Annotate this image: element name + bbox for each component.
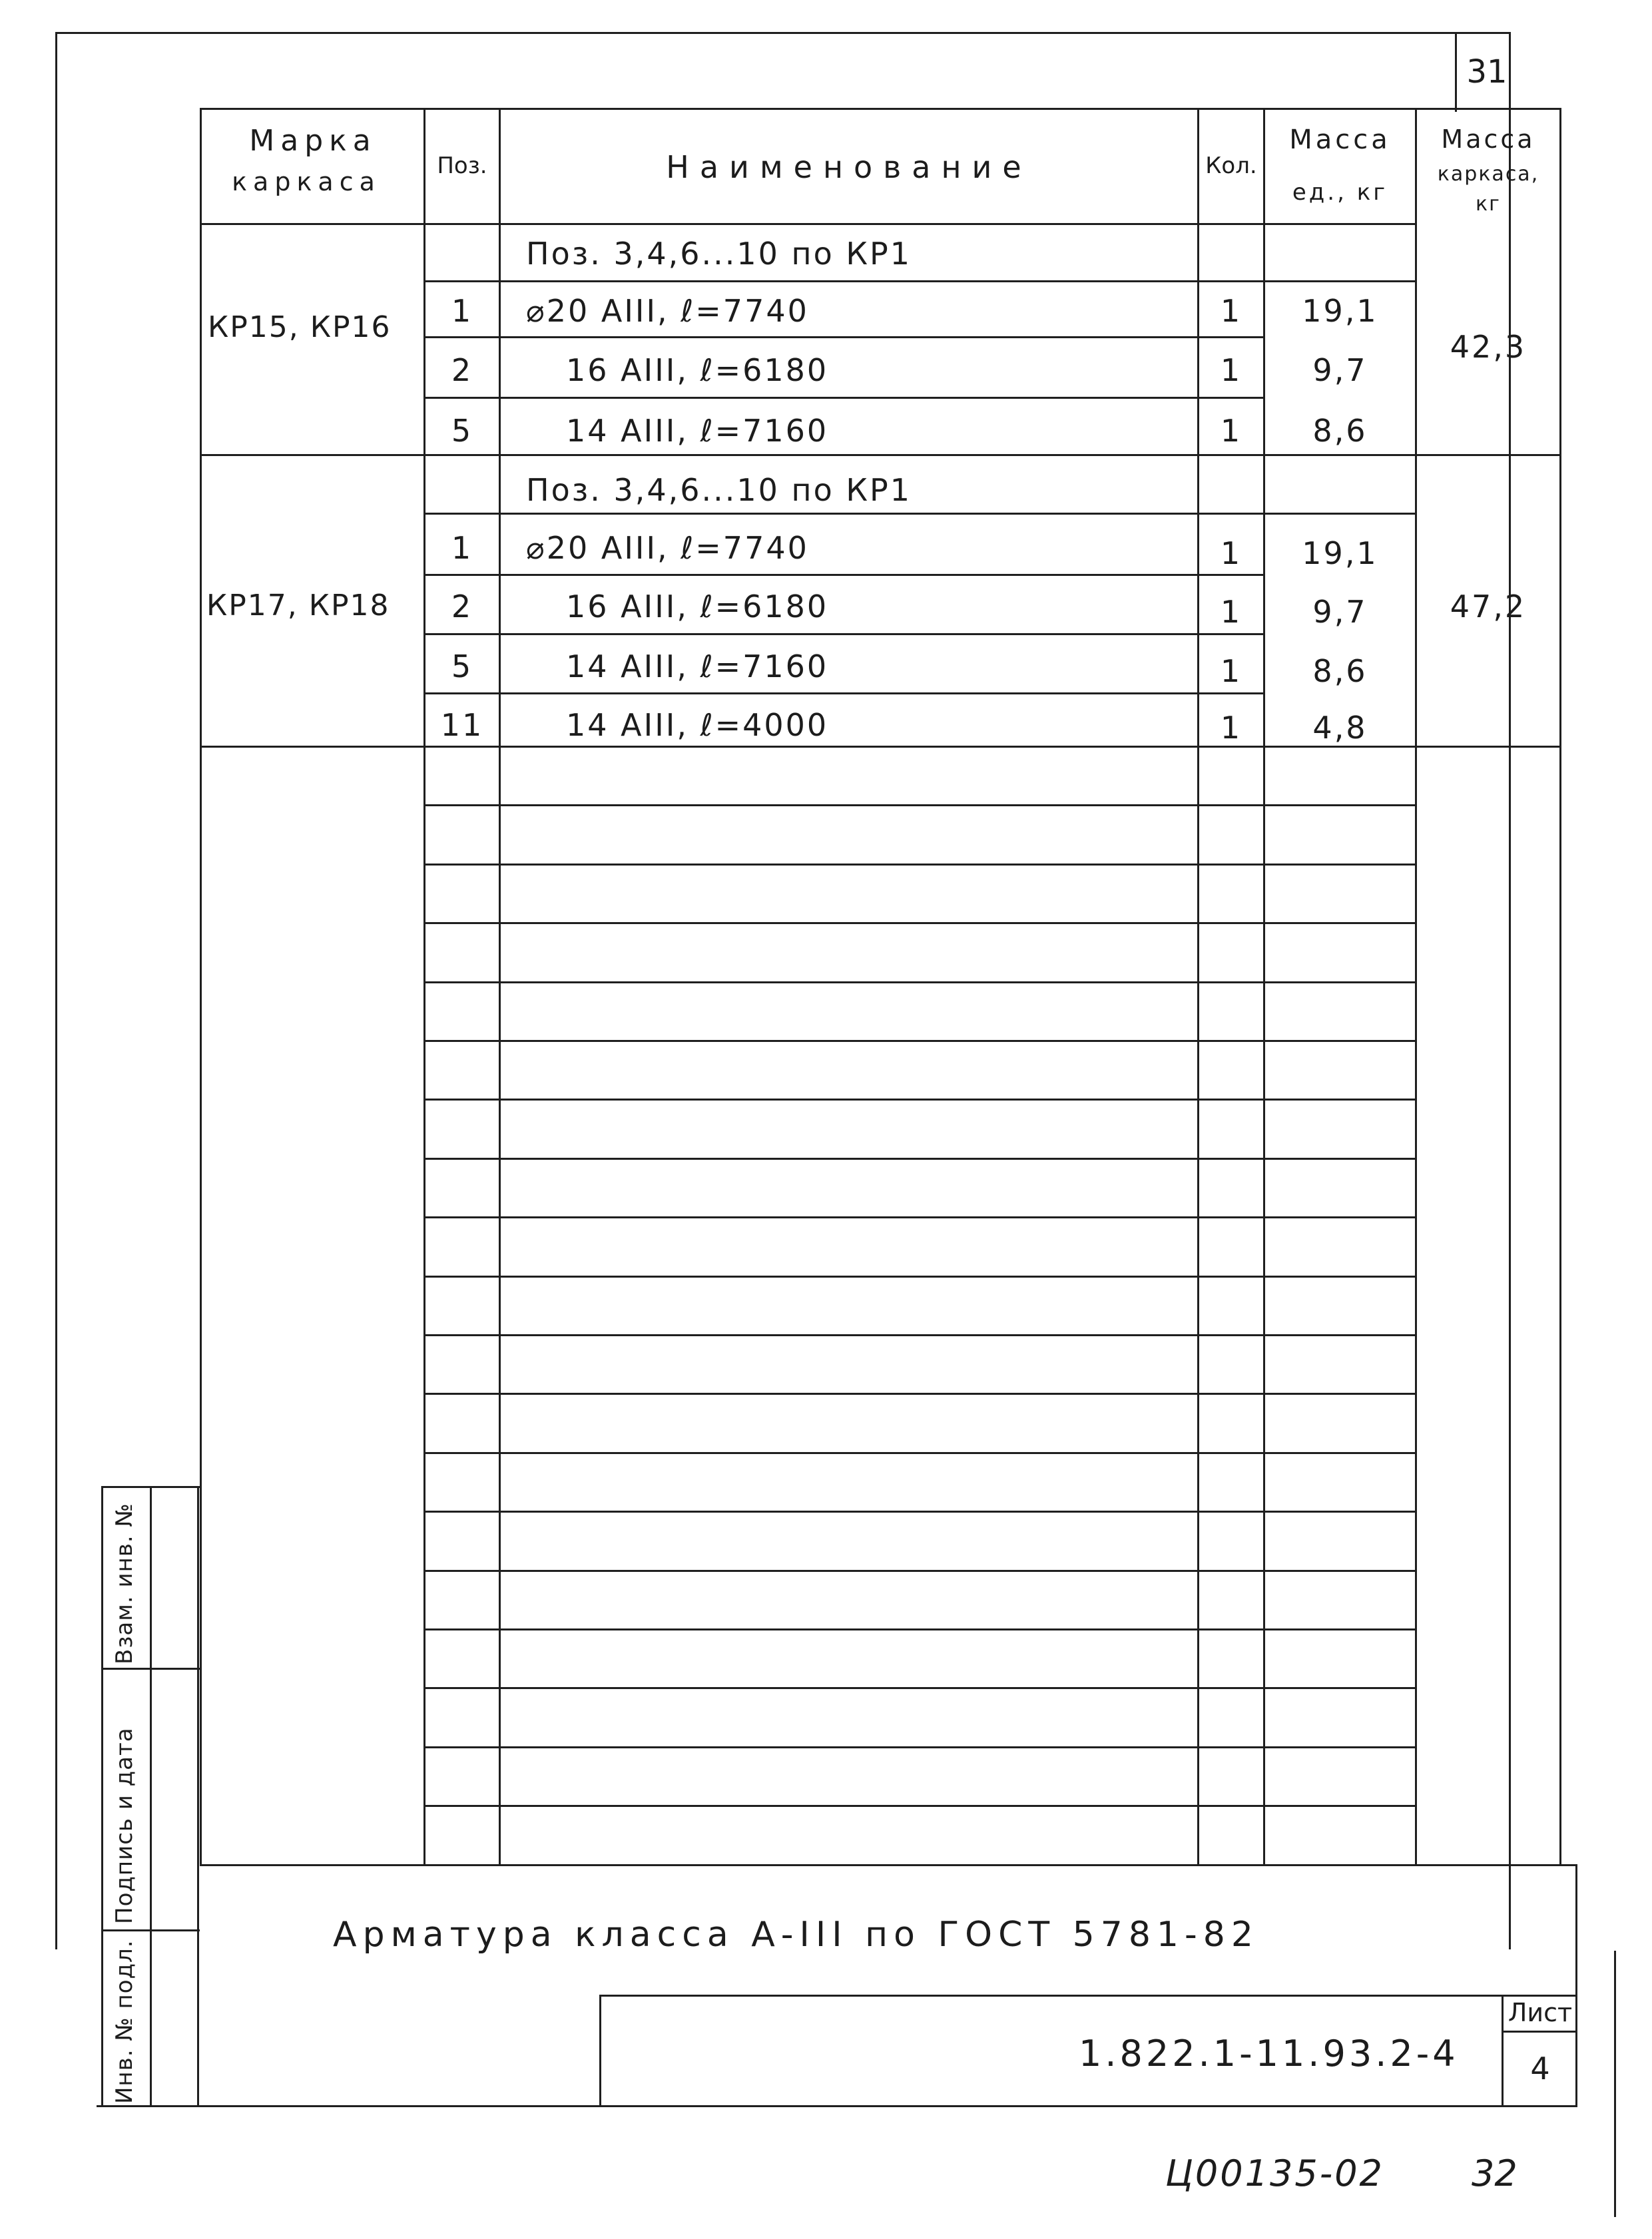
table-row-poz: 2 bbox=[451, 589, 473, 624]
empty-row-line bbox=[423, 1628, 1417, 1630]
header-massa-k-line2: каркаса, bbox=[1437, 162, 1539, 186]
frame-top-line bbox=[55, 32, 1511, 34]
header-marka-line2: каркаса bbox=[232, 167, 381, 196]
page-number: 31 bbox=[1466, 53, 1508, 91]
table-top-line bbox=[200, 108, 1510, 110]
empty-row-line bbox=[423, 1570, 1417, 1572]
row-line bbox=[423, 513, 1417, 515]
empty-row-line bbox=[423, 804, 1417, 806]
empty-row-line bbox=[423, 864, 1417, 866]
header-poz: Поз. bbox=[437, 152, 487, 179]
table-row-naim: 14 АIII, ℓ=4000 bbox=[566, 707, 829, 743]
table-row-naim: ⌀20 АIII, ℓ=7740 bbox=[526, 293, 809, 329]
empty-row-line bbox=[423, 1276, 1417, 1278]
group2-marka: КР17, КР18 bbox=[206, 589, 390, 622]
table-left-line bbox=[200, 108, 202, 1866]
caption: Арматура класса А-III по ГОСТ 5781-82 bbox=[333, 1915, 1259, 1955]
empty-row-line bbox=[423, 1687, 1417, 1689]
row-line bbox=[423, 574, 1264, 576]
page-number-box-left bbox=[1455, 32, 1457, 112]
empty-row-line bbox=[423, 1805, 1417, 1807]
table-row-poz: 11 bbox=[440, 707, 484, 743]
empty-row-line bbox=[423, 981, 1417, 983]
frame-left-line bbox=[55, 32, 57, 1949]
group2-massa-karkasa: 47,2 bbox=[1450, 589, 1527, 624]
table-row-naim: Поз. 3,4,6...10 по КР1 bbox=[526, 472, 912, 508]
table-row-poz: 5 bbox=[451, 648, 473, 684]
table-row-kol: 1 bbox=[1220, 352, 1242, 388]
empty-row-line bbox=[423, 1099, 1417, 1101]
header-naim: Наименование bbox=[666, 149, 1032, 185]
table-row-naim: 16 АIII, ℓ=6180 bbox=[566, 352, 829, 388]
col-sep-massa-k bbox=[1415, 108, 1417, 1866]
side-stamp-right-line bbox=[197, 1486, 199, 2107]
row-line bbox=[423, 280, 1417, 282]
side-label-podpis: Подпись и дата bbox=[111, 1727, 138, 1924]
table-row-kol: 1 bbox=[1220, 710, 1242, 746]
header-massa-ed-line2: ед., кг bbox=[1292, 179, 1388, 206]
side-stamp-top-line bbox=[101, 1486, 200, 1488]
table-row-naim: 14 АIII, ℓ=7160 bbox=[566, 413, 829, 449]
table-row-naim: 16 АIII, ℓ=6180 bbox=[566, 589, 829, 624]
table-row-massa: 8,6 bbox=[1312, 653, 1368, 689]
header-massa-k-line3: кг bbox=[1476, 192, 1501, 216]
side-label-vzam: Взам. инв. № bbox=[111, 1503, 138, 1664]
side-stamp-sep1 bbox=[101, 1668, 200, 1670]
empty-row-line bbox=[423, 1334, 1417, 1336]
col-sep-naim bbox=[499, 108, 501, 1866]
empty-row-line bbox=[423, 1452, 1417, 1454]
table-row-massa: 9,7 bbox=[1312, 352, 1368, 388]
side-stamp-left-line bbox=[101, 1486, 103, 2107]
table-row-poz: 2 bbox=[451, 352, 473, 388]
group-separator-line bbox=[200, 454, 1561, 456]
header-massa-k-line1: Масса bbox=[1441, 124, 1535, 154]
row-line bbox=[423, 633, 1264, 635]
table-row-kol: 1 bbox=[1220, 535, 1242, 571]
empty-row-line bbox=[423, 1158, 1417, 1160]
group-separator-line bbox=[200, 746, 1561, 748]
header-marka-line1: Марка bbox=[249, 124, 377, 158]
table-row-poz: 1 bbox=[451, 293, 473, 329]
header-kol: Кол. bbox=[1205, 152, 1257, 179]
table-row-kol: 1 bbox=[1220, 594, 1242, 630]
table-row-massa: 19,1 bbox=[1302, 535, 1378, 571]
frame-right-line bbox=[1509, 32, 1511, 1949]
side-stamp-sep2 bbox=[101, 1929, 200, 1931]
footer-code: Ц00135-02 bbox=[1165, 2152, 1384, 2194]
col-sep-poz bbox=[423, 108, 425, 1866]
group1-marka: КР15, КР16 bbox=[208, 310, 392, 344]
right-edge-line bbox=[1614, 1951, 1616, 2217]
side-stamp-mid-line bbox=[150, 1486, 152, 2107]
table-bottom-line bbox=[200, 1864, 1577, 1866]
table-row-poz: 1 bbox=[451, 530, 473, 566]
header-bottom-line bbox=[200, 223, 1417, 225]
table-row-kol: 1 bbox=[1220, 413, 1242, 449]
header-massa-ed-line1: Масса bbox=[1289, 124, 1391, 155]
sheet-label: Лист bbox=[1508, 1998, 1573, 2027]
sheet-box-mid-line bbox=[1502, 2031, 1577, 2033]
empty-row-line bbox=[423, 1040, 1417, 1042]
side-label-inv: Инв. № подл. bbox=[111, 1939, 138, 2104]
table-row-naim: 14 АIII, ℓ=7160 bbox=[566, 648, 829, 684]
empty-row-line bbox=[423, 922, 1417, 924]
table-row-massa: 19,1 bbox=[1302, 293, 1378, 329]
row-line bbox=[423, 692, 1264, 694]
doc-code: 1.822.1-11.93.2-4 bbox=[1079, 2033, 1459, 2075]
row-line bbox=[423, 397, 1264, 399]
table-right-line bbox=[1559, 108, 1561, 1866]
empty-row-line bbox=[423, 1216, 1417, 1218]
group1-massa-karkasa: 42,3 bbox=[1450, 329, 1527, 365]
table-top-line-right bbox=[1509, 108, 1561, 110]
table-row-poz: 5 bbox=[451, 413, 473, 449]
empty-row-line bbox=[423, 1511, 1417, 1513]
table-row-naim: Поз. 3,4,6...10 по КР1 bbox=[526, 236, 912, 272]
empty-row-line bbox=[423, 1746, 1417, 1748]
footer-page: 32 bbox=[1472, 2152, 1517, 2194]
title-block-left-line bbox=[599, 1995, 601, 2106]
title-block-top-line bbox=[599, 1995, 1577, 1997]
table-row-massa: 9,7 bbox=[1312, 594, 1368, 630]
row-line bbox=[423, 336, 1264, 338]
empty-row-line bbox=[423, 1393, 1417, 1395]
sheet-number: 4 bbox=[1530, 2051, 1550, 2087]
table-row-naim: ⌀20 АIII, ℓ=7740 bbox=[526, 530, 809, 566]
table-row-massa: 4,8 bbox=[1312, 710, 1368, 746]
title-block-bottom-line bbox=[97, 2105, 1577, 2107]
table-row-kol: 1 bbox=[1220, 653, 1242, 689]
table-row-kol: 1 bbox=[1220, 293, 1242, 329]
table-row-massa: 8,6 bbox=[1312, 413, 1368, 449]
